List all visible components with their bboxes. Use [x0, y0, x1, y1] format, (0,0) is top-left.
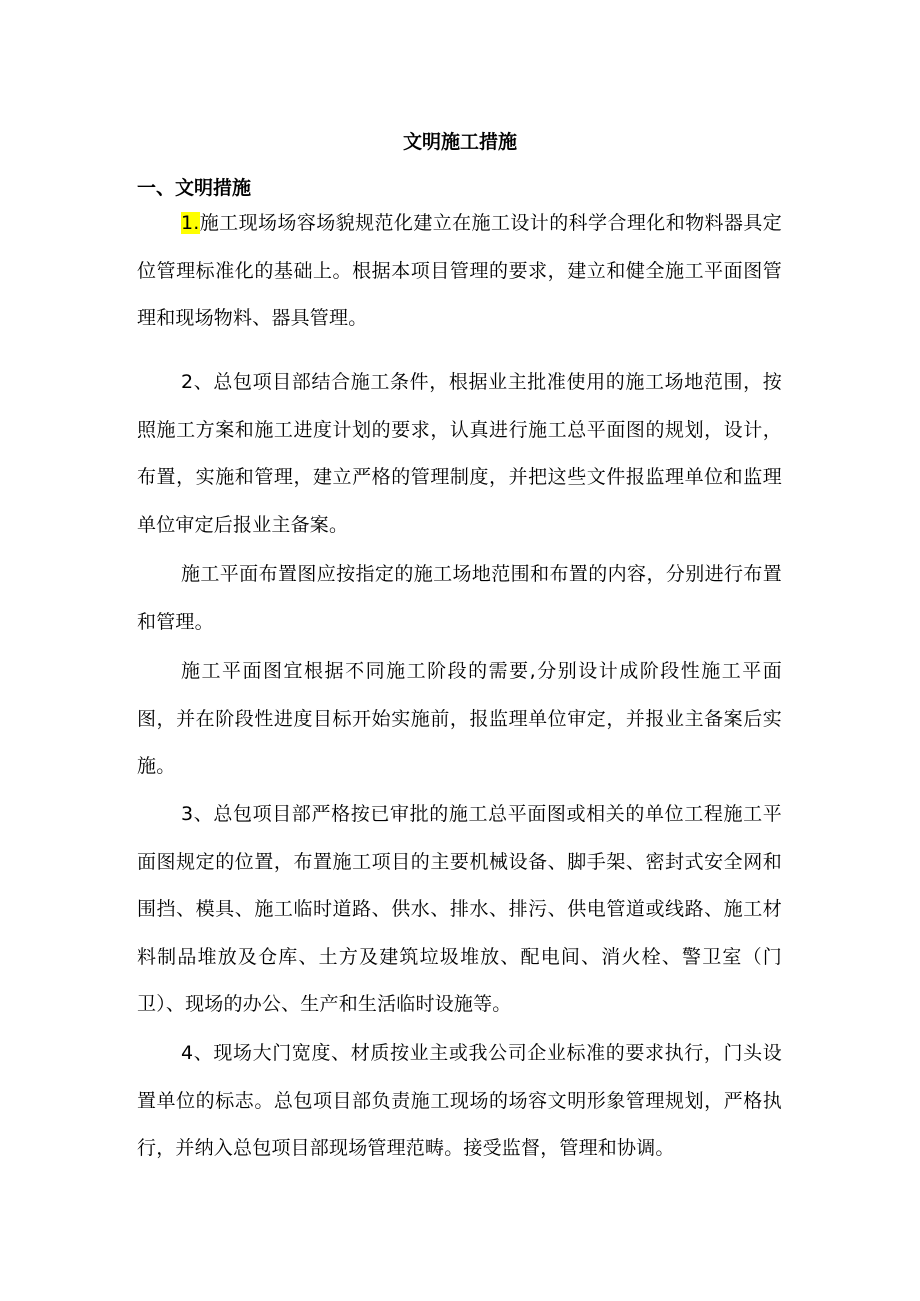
paragraph-1 [137, 200, 782, 343]
paragraph-3: 施工平面布置图应按指定的施工场地范围和布置的内容，分别进行布置和管理。 [137, 563, 782, 633]
paragraph-1-text: 施工现场场容场貌规范化建立在施工设计的科学合理化和物料器具定位管理标准化的基础上。根据本项目管理的要求，建立和健全施工平面图管理和现场物料、器具管理。 [137, 212, 782, 329]
paragraph-6: 4、现场大门宽度、材质按业主或我公司企业标准的要求执行，门头设置单位的标志。总包项目部负责施工现场的场容文明形象管理规划，严格执行，并纳入总包项目部现场管理范畴。接受监督，管理和协调。 [137, 1042, 782, 1159]
paragraph-5: 3、总包项目部严格按已审批的施工总平面图或相关的单位工程施工平面图规定的位置，布置施工项目的主要机械设备、脚手架、密封式安全网和围挡、模具、施工临时道路、供水、排水、排污、供电管道或线路、施工材料制品堆放及仓库、土方及建筑垃圾堆放、配电间、消火栓、警卫室（门卫）、现场的办公、生产和生活临时设施等。 [137, 803, 782, 1015]
paragraph-4: 施工平面图宜根据不同施工阶段的需要,分别设计成阶段性施工平面图，并在阶段性进度目标开始实施前，报监理单位审定，并报业主备案后实施。 [137, 660, 782, 777]
highlighted-number: 1. [181, 212, 200, 234]
section-heading: 一、文明措施 [137, 177, 252, 199]
paragraph-2: 2、总包项目部结合施工条件，根据业主批准使用的施工场地范围，按照施工方案和施工进度计划的要求，认真进行施工总平面图的规划，设计，布置，实施和管理，建立严格的管理制度，并把这些文件报监理单位和监理单位审定后报业主备案。 [137, 371, 782, 536]
document-title: 文明施工措施 [402, 131, 517, 153]
